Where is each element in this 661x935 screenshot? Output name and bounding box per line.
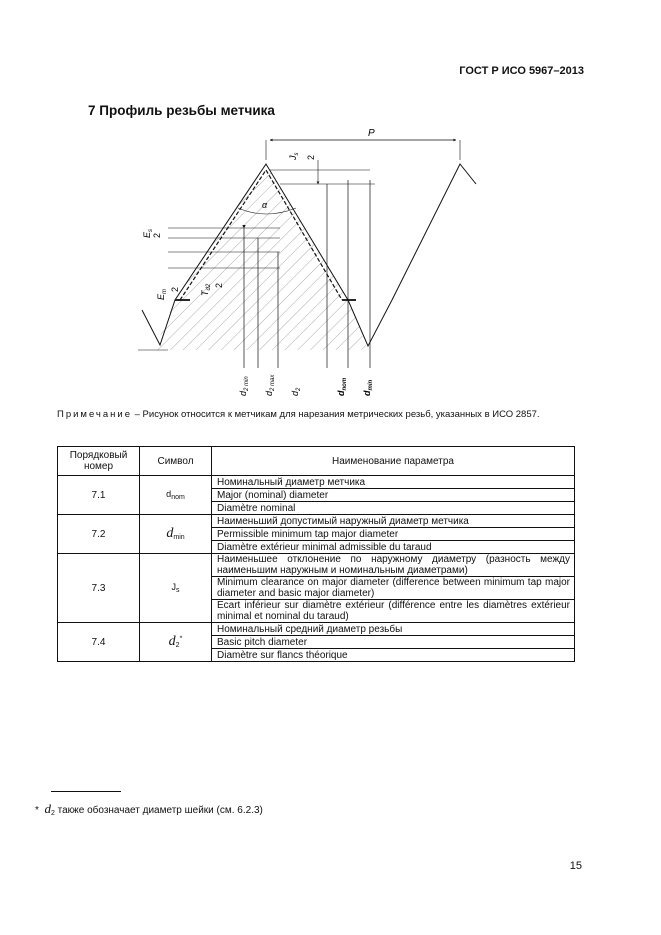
section-title: 7 Профиль резьбы метчика [88, 103, 275, 118]
table-row: 7.3 $J_s$ Наименьшее отклонение по наружному диаметру (разность между наименьшим наружным и номинальным диаметрами) [58, 554, 575, 577]
pitch-label: P [368, 128, 375, 139]
angle-label: α [262, 200, 268, 210]
table-row: Minimum clearance on major diameter (difference between minimum tap major diameter and basic major diameter) [58, 577, 575, 600]
footnote-separator [51, 791, 121, 792]
table-row: Diamètre nominal [58, 502, 575, 515]
table-row: Basic pitch diameter [58, 636, 575, 649]
svg-text:Em: $E_m$ [156, 288, 168, 300]
figure-note: Примечание – Рисунок относится к метчикам для нарезания метрических резьб, указанных в ИСО 2857. [57, 409, 540, 420]
table-row: 7.2 $d_{min}$ Наименьший допустимый наружный диаметр метчика [58, 515, 575, 528]
svg-text:2: 2 [306, 154, 316, 160]
svg-text:d2 max: $d_{2 max}$ [264, 374, 276, 396]
table-row: Diamètre extérieur minimal admissible du taraud [58, 541, 575, 554]
header-symbol: Символ [140, 447, 212, 476]
page-number: 15 [569, 860, 582, 872]
tap-section-hatch [154, 164, 368, 350]
table-row: Permissible minimum tap major diameter [58, 528, 575, 541]
svg-text:2: 2 [170, 286, 180, 292]
footnote: * $d_2$ также обозначает диаметр шейки (см. 6.2.3) [35, 801, 263, 817]
svg-text:Td2: $T_{d2}$ [200, 283, 212, 296]
table-row: 7.4 $d_2^*$ Номинальный средний диаметр резьбы [58, 623, 575, 636]
svg-text:2: 2 [152, 232, 162, 238]
svg-text:Es: $E_s$ [142, 228, 154, 238]
svg-text:d2: $d_2$ [290, 387, 302, 396]
parameters-table [57, 446, 575, 662]
document-header: ГОСТ Р ИСО 5967–2013 [459, 65, 584, 77]
thread-profile-figure [120, 120, 520, 400]
table-row: Ecart inférieur sur diamètre extérieur (différence entre les diamètres extérieur minimal et nominal du taraud) [58, 600, 575, 623]
svg-text:d2 min: $d_{2 min}$ [238, 376, 250, 396]
table-row: Major (nominal) diameter [58, 489, 575, 502]
header-name: Наименование параметра [212, 447, 575, 476]
header-number: Порядковый номер [58, 447, 140, 476]
svg-text:2: 2 [214, 282, 224, 288]
svg-text:Js: $J_s$ [288, 152, 300, 160]
table-row: 7.1 $d_{nom}$ Номинальный диаметр метчика [58, 476, 575, 489]
svg-text:dmin: $d_{min}$ [362, 379, 374, 396]
svg-text:dnom: $d_{nom}$ [336, 377, 348, 396]
table-row: Diamètre sur flancs théorique [58, 649, 575, 662]
